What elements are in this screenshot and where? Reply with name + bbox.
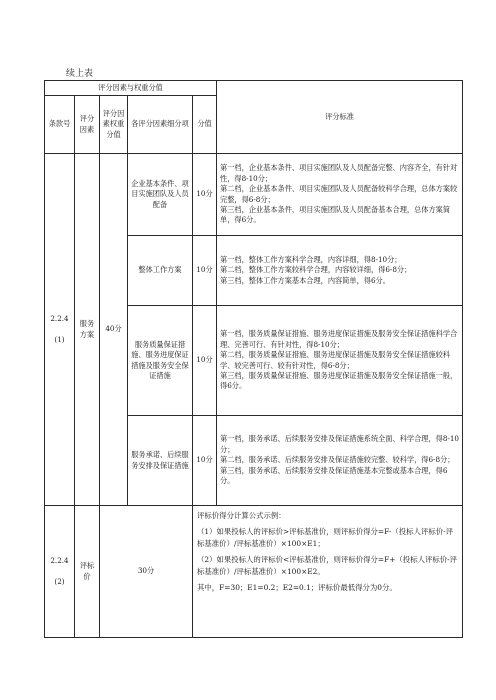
- table-row: [45, 506, 463, 638]
- item-standard: 第一档，企业基本条件、项目实施团队及人员配备完整、内容齐全，有针对性，得8-10分； 第二档，企业基本条件、项目实施团队及人员配备较科学合理，总体方案较完整，得6-8分； 第三档，企业基本条件、项目实施团队及人员配备基本合理，总体方案简单，得6分。: [217, 154, 463, 236]
- clause-number: 2.2.4 (1): [45, 154, 75, 506]
- formula-standard: 评标价得分计算公式示例： （1）如果投标人的评标价>评标基准价，则评标价得分=F-（投标人评标价-评标基准价）/评标基准价）×100×E1； （2）如果投标人的评标价<评标基准价，则评标价得分=F+（投标人评标价-评标基准价）/评标基准价）×100×E2。 其中，F=30；E1=0.2；E2=0.1；评标价最低得分为0分。: [193, 506, 463, 638]
- header-clause-no: 条款号: [45, 96, 75, 154]
- item-score: 10分: [193, 154, 217, 236]
- table-caption: 续上表: [66, 69, 94, 79]
- item-name: 服务质量保证措施、服务进度保证措施及服务安全保证措施: [128, 306, 193, 416]
- header-group: 评分因素与权重分值: [45, 81, 217, 96]
- item-standard: 第一档，整体工作方案科学合理，内容详细，得8-10分； 第二档，整体工作方案较科学合理，内容较详细，得6-8分； 第三档，整体工作方案基本合理，内容简单，得6分。: [217, 236, 463, 306]
- item-standard: 第一档，服务质量保证措施、服务进度保证措施及服务安全保证措施科学合理、完善可行、有针对性，得8-10分； 第二档，服务质量保证措施、服务进度保证措施及服务安全保证措施较科学、较完善可行、较有针对性，得6-8分； 第三档，服务质量保证措施、服务进度保证措施及服务安全保证措施一般，得6分。: [217, 306, 463, 416]
- header-score: 分值: [193, 96, 217, 154]
- item-name: 企业基本条件、项目实施团队及人员配备: [128, 154, 193, 236]
- item-standard: 第一档，服务承诺、后续服务安排及保证措施系统全面、科学合理，得8-10分； 第二档，服务承诺、后续服务安排及保证措施较完整、较科学，得6-8分； 第三档，服务承诺、后续服务安排及保证措施基本完整或基本合理，得6分。: [217, 416, 463, 506]
- item-score: 10分: [193, 236, 217, 306]
- header-weight: 评分因素权重分值: [100, 96, 128, 154]
- table-row: [45, 154, 463, 236]
- item-score: 10分: [193, 306, 217, 416]
- factor-weight: 40分: [100, 154, 128, 506]
- item-score: 10分: [193, 416, 217, 506]
- item-name: 整体工作方案: [128, 236, 193, 306]
- factor-name: 服务方案: [75, 154, 100, 506]
- factor-name: 评标价: [75, 506, 100, 638]
- factor-weight: 30分: [100, 506, 193, 638]
- header-item: 各评分因素细分项: [128, 96, 193, 154]
- header-factor: 评分因素: [75, 96, 100, 154]
- header-standard: 评分标准: [217, 81, 463, 154]
- clause-number: 2.2.4 (2): [45, 506, 75, 638]
- item-name: 服务承诺、后续服务安排及保证措施: [128, 416, 193, 506]
- scoring-table: [44, 80, 463, 638]
